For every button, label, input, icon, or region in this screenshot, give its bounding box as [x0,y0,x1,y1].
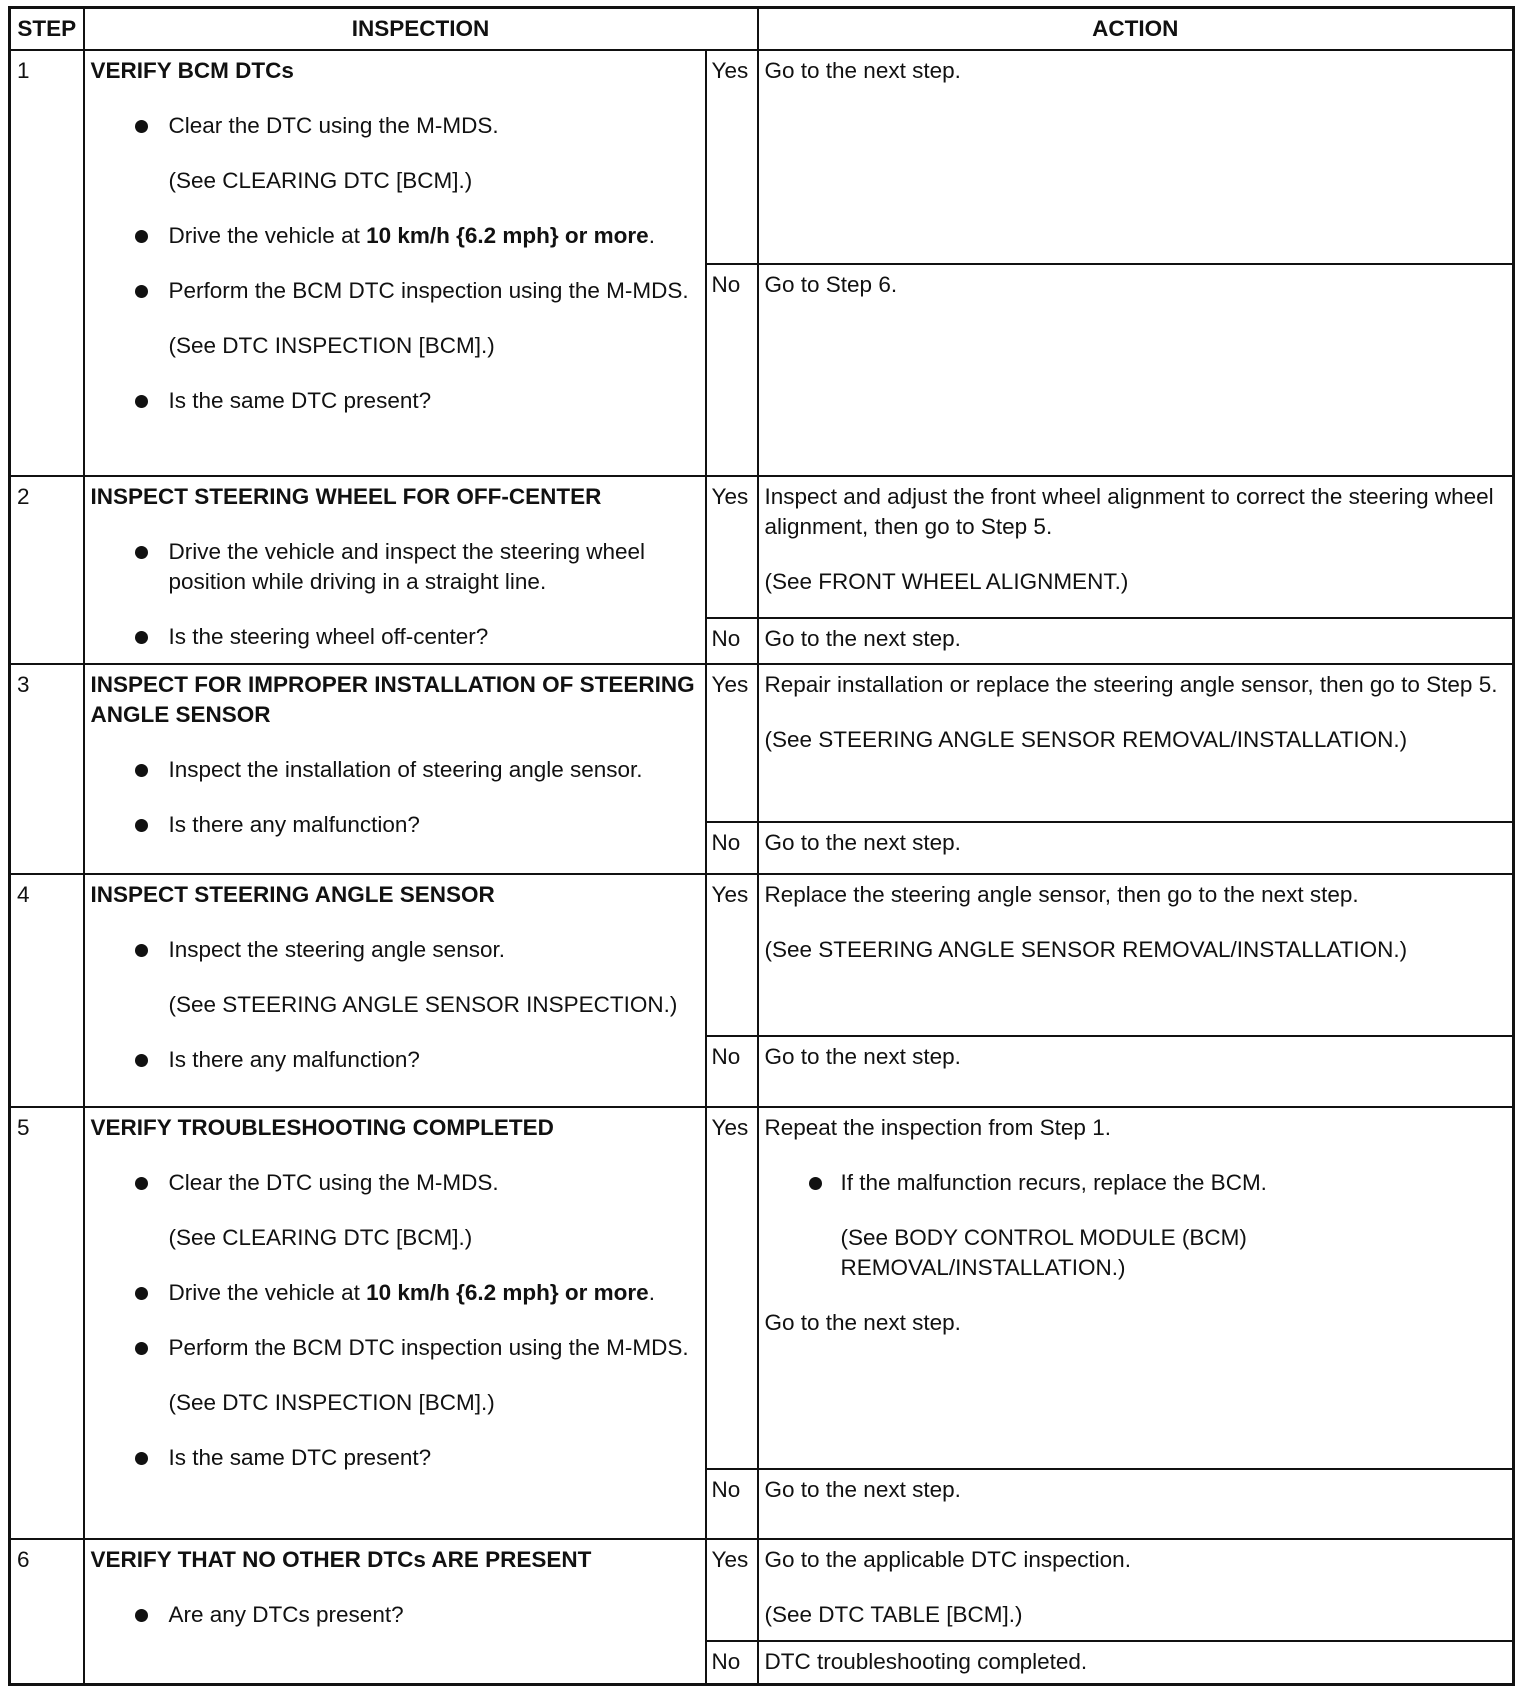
answer-yes: Yes [706,476,758,617]
action-no: Go to Step 6. [758,264,1514,477]
step-number: 4 [10,874,84,1108]
action-yes: Repeat the inspection from Step 1. If the malfunction recurs, replace the BCM. (See BODY CONTROL MODULE (BCM) REMOVAL/INSTALLATION.) Go to the next step. [758,1107,1514,1468]
answer-yes: Yes [706,874,758,1037]
action-list [765,1168,1507,1198]
bullet-icon [135,120,148,133]
action-item: If the malfunction recurs, replace the BCM. [765,1168,1507,1198]
answer-yes: Yes [706,1107,758,1468]
step-number: 6 [10,1539,84,1685]
step-number: 1 [10,50,84,476]
answer-no: No [706,822,758,874]
troubleshooting-table [8,6,1515,1686]
action-no: Go to the next step. [758,1036,1514,1107]
answer-yes: Yes [706,50,758,264]
step-4-yes-row [10,874,1514,1037]
header-step: STEP [10,8,84,51]
step-title: INSPECT FOR IMPROPER INSTALLATION OF STEERING ANGLE SENSOR [90,672,695,728]
step-inspection [84,50,706,476]
inspection-item: Clear the DTC using the M-MDS. [91,1168,699,1198]
step-title: INSPECT STEERING WHEEL FOR OFF-CENTER [90,484,602,510]
bullet-icon [135,1177,148,1190]
reference-note: (See STEERING ANGLE SENSOR INSPECTION.) [168,991,678,1017]
inspection-list [91,1168,699,1198]
inspection-question: Is there any malfunction? [91,810,699,840]
bullet-icon [135,944,148,957]
step-6-yes-row [10,1539,1514,1641]
inspection-question: Is the same DTC present? [91,1443,699,1473]
reference-note: (See STEERING ANGLE SENSOR REMOVAL/INSTALLATION.) [764,727,1408,753]
action-no: Go to the next step. [758,618,1514,665]
step-title: INSPECT STEERING ANGLE SENSOR [90,881,495,907]
action-no: Go to the next step. [758,822,1514,874]
bullet-icon [135,1452,148,1465]
step-number: 2 [10,476,84,664]
bullet-icon [135,819,148,832]
step-title: VERIFY THAT NO OTHER DTCs ARE PRESENT [90,1546,592,1572]
step-2-yes-row [10,476,1514,617]
inspection-list [91,221,699,306]
answer-no: No [706,1036,758,1107]
header-action: ACTION [758,8,1514,51]
inspection-list [91,1443,699,1473]
inspection-item: Inspect the installation of steering angle sensor. [91,755,699,785]
answer-no: No [706,264,758,477]
step-5-yes-row [10,1107,1514,1468]
step-number: 3 [10,664,84,873]
action-no: Go to the next step. [758,1469,1514,1539]
step-inspection [84,664,706,873]
bullet-icon [135,764,148,777]
action-no: DTC troubleshooting completed. [758,1641,1514,1685]
inspection-item: Perform the BCM DTC inspection using the M-MDS. [91,1333,699,1363]
inspection-item: Perform the BCM DTC inspection using the M-MDS. [91,276,699,306]
answer-no: No [706,618,758,665]
inspection-item: Drive the vehicle and inspect the steering wheel position while driving in a straight line. [91,537,699,597]
reference-note: (See CLEARING DTC [BCM].) [168,1225,473,1251]
inspection-item: Drive the vehicle at 10 km/h {6.2 mph} or more. [91,1278,699,1308]
bullet-icon [135,546,148,559]
step-3-yes-row [10,664,1514,821]
inspection-question: Is there any malfunction? [91,1045,699,1075]
bullet-icon [135,1054,148,1067]
inspection-list [91,537,699,652]
step-title: VERIFY TROUBLESHOOTING COMPLETED [90,1115,554,1141]
answer-no: No [706,1469,758,1539]
inspection-list [91,755,699,840]
bullet-icon [135,1609,148,1622]
step-number: 5 [10,1107,84,1538]
step-1-yes-row [10,50,1514,264]
inspection-question: Is the same DTC present? [91,386,699,416]
bullet-icon [135,395,148,408]
bullet-icon [135,285,148,298]
reference-note: (See BODY CONTROL MODULE (BCM) REMOVAL/INSTALLATION.) [840,1225,1247,1281]
reference-note: (See DTC TABLE [BCM].) [764,1601,1023,1627]
step-inspection [84,1539,706,1685]
inspection-list [91,1278,699,1363]
inspection-list [91,1600,699,1630]
step-inspection [84,476,706,664]
step-title: VERIFY BCM DTCs [90,58,294,83]
answer-yes: Yes [706,1539,758,1641]
bullet-icon [809,1177,822,1190]
action-yes: Go to the next step. [758,50,1514,264]
inspection-list [91,111,699,141]
action-yes: Replace the steering angle sensor, then go to the next step. (See STEERING ANGLE SENSOR REMOVAL/INSTALLATION.) [758,874,1514,1037]
reference-note: (See CLEARING DTC [BCM].) [168,168,473,193]
reference-note: (See DTC INSPECTION [BCM].) [168,333,495,358]
inspection-item: Drive the vehicle at 10 km/h {6.2 mph} or more. [91,221,699,251]
inspection-list [91,1045,699,1075]
answer-yes: Yes [706,664,758,821]
bullet-icon [135,230,148,243]
bullet-icon [135,1287,148,1300]
inspection-list [91,935,699,965]
reference-note: (See STEERING ANGLE SENSOR REMOVAL/INSTALLATION.) [764,936,1408,962]
action-yes: Inspect and adjust the front wheel alignment to correct the steering wheel alignment, then go to Step 5. (See FRONT WHEEL ALIGNMENT.) [758,476,1514,617]
header-inspection: INSPECTION [84,8,758,51]
step-inspection [84,1107,706,1538]
reference-note: (See DTC INSPECTION [BCM].) [168,1390,495,1416]
reference-note: (See FRONT WHEEL ALIGNMENT.) [764,569,1129,595]
action-yes: Go to the applicable DTC inspection. (See DTC TABLE [BCM].) [758,1539,1514,1641]
troubleshooting-sheet [8,6,1512,1686]
inspection-list [91,386,699,416]
inspection-question: Is the steering wheel off-center? [91,622,699,652]
bullet-icon [135,1342,148,1355]
inspection-item: Clear the DTC using the M-MDS. [91,111,699,141]
inspection-question: Are any DTCs present? [91,1600,699,1630]
bullet-icon [135,631,148,644]
header-row [10,8,1514,51]
step-inspection [84,874,706,1108]
answer-no: No [706,1641,758,1685]
action-yes: Repair installation or replace the steering angle sensor, then go to Step 5. (See STEERING ANGLE SENSOR REMOVAL/INSTALLATION.) [758,664,1514,821]
inspection-item: Inspect the steering angle sensor. [91,935,699,965]
